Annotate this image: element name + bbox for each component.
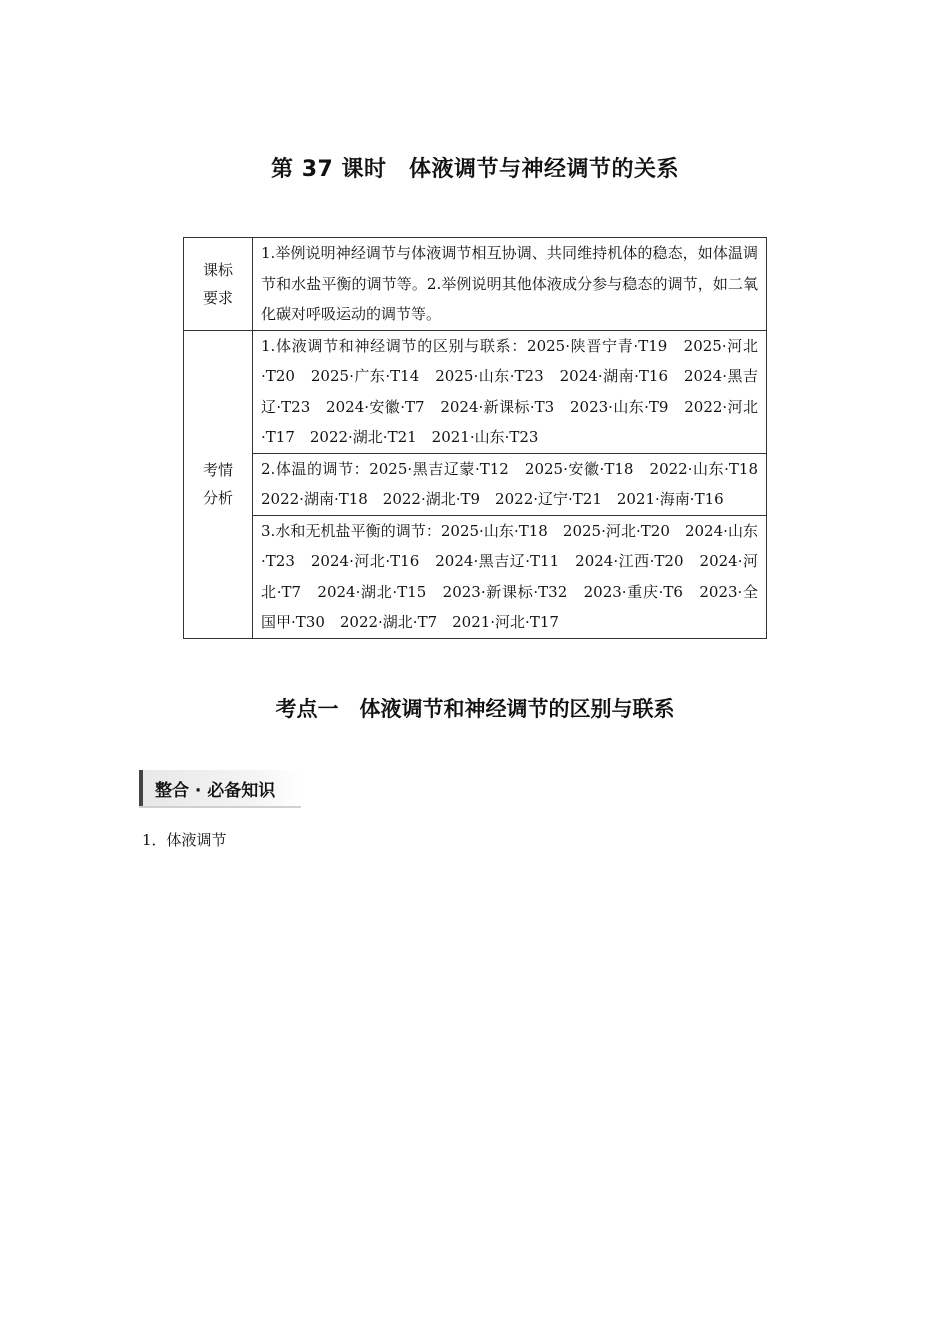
table-row bbox=[184, 453, 767, 515]
requirements-table bbox=[183, 237, 774, 639]
table-row bbox=[184, 238, 767, 331]
label-line: 课标 bbox=[202, 260, 233, 279]
section-title: 考点一 体液调节和神经调节的区别与联系 bbox=[275, 697, 675, 721]
label-line: 分析 bbox=[202, 489, 233, 507]
list-item: 1．体液调节 bbox=[142, 831, 227, 849]
requirements-text: 1.举例说明神经调节与体液调节相互协调、共同维持机体的稳态，如体温调节和水盐平衡的调节等。2.举例说明其他体液成分参与稳态的调节，如二氧化碳对呼吸运动的调节等。 bbox=[253, 238, 767, 331]
requirements-label bbox=[184, 238, 253, 331]
label-line: 要求 bbox=[202, 288, 233, 307]
analysis-label bbox=[184, 330, 253, 638]
table-row bbox=[184, 515, 767, 638]
analysis-row-2: 2.体温的调节：2025·黑吉辽蒙·T12 2025·安徽·T18 2022·山东·T18 2022·湖南·T18 2022·湖北·T9 2022·辽宁·T21 2021·海南·T16 bbox=[253, 453, 767, 515]
analysis-row-1: 1.体液调节和神经调节的区别与联系：2025·陕晋宁青·T19 2025·河北·T20 2025·广东·T14 2025·山东·T23 2024·湖南·T16 2024·黑吉辽·T23 2024·安徽·T7 2024·新课标·T3 2023·山东·T9 2022·河北·T17 2022·湖北·T21 2021·山东·T23 bbox=[253, 330, 767, 453]
label-line: 考情 bbox=[202, 461, 233, 479]
table-row bbox=[184, 330, 767, 453]
page-title: 第 37 课时 体液调节与神经调节的关系 bbox=[271, 157, 679, 182]
analysis-row-3: 3.水和无机盐平衡的调节：2025·山东·T18 2025·河北·T20 2024·山东·T23 2024·河北·T16 2024·黑吉辽·T11 2024·江西·T20 2024·河北·T7 2024·湖北·T15 2023·新课标·T32 2023·重庆·T6 2023·全国甲·T30 2022·湖北·T7 2021·河北·T17 bbox=[253, 515, 767, 638]
badge-label: 整合 · 必备知识 bbox=[155, 781, 276, 801]
section-badge bbox=[139, 770, 301, 806]
